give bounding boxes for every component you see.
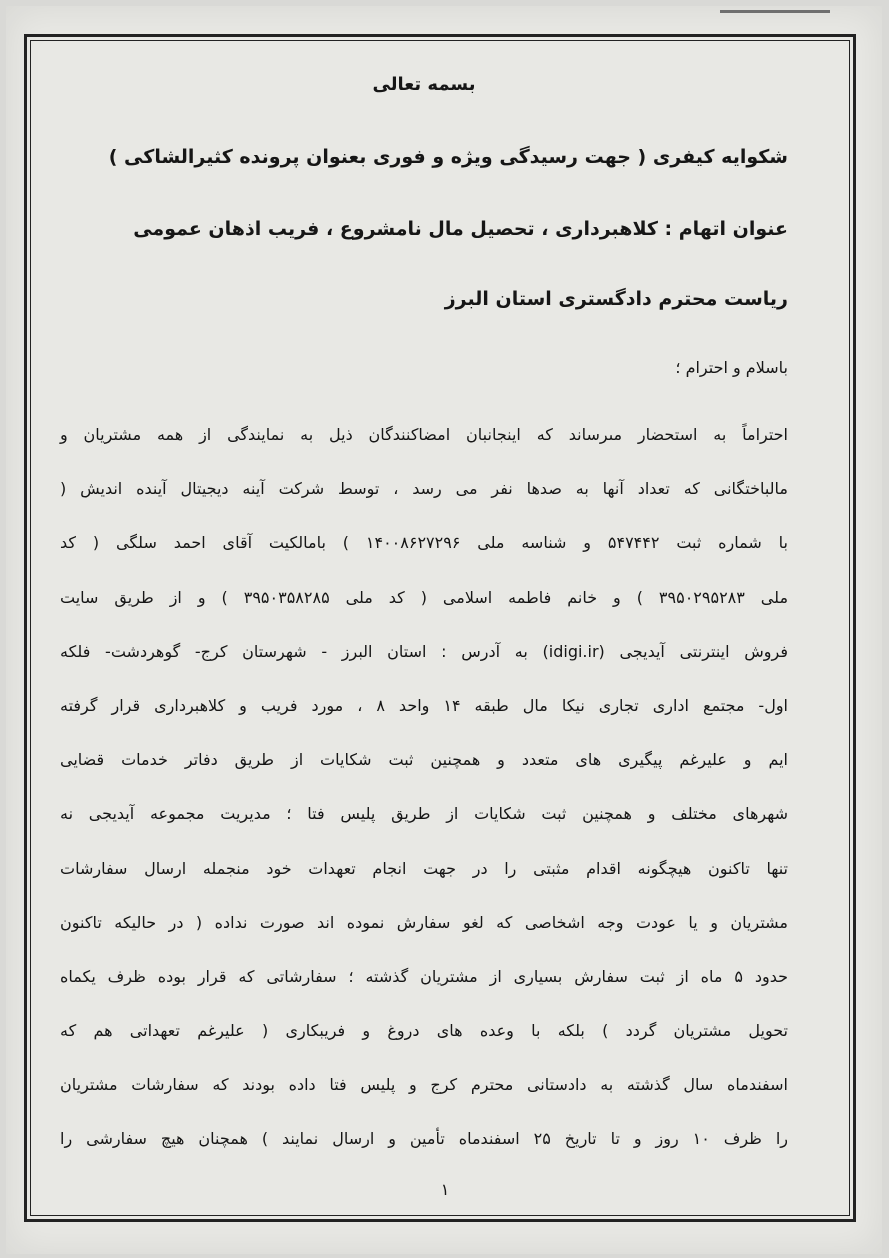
complaint-document xyxy=(60,60,788,1183)
body-line: شهرهای مختلف و همچنین ثبت شکایات از طریق پلیس فتا ؛ مدیریت مجموعه آیدیجی نه xyxy=(60,804,788,824)
greeting-line: باسلام و احترام ؛ xyxy=(675,358,788,377)
body-line: ایم و علیرغم پیگیری های متعدد و همچنین ثبت شکایات از طریق دفاتر خدمات قضایی xyxy=(60,750,788,770)
body-line: را ظرف ۱۰ روز و تا تاریخ ۲۵ اسفندماه تأمین و ارسال نمایند ) همچنان هیچ سفارشی را xyxy=(60,1129,789,1149)
body-paragraph xyxy=(60,424,788,1183)
body-line: با شماره ثبت ۵۴۷۴۴۲ و شناسه ملی ۱۴۰۰۸۶۲۷۲۹۶ ) بامالکیت آقای احمد سلگی ( کد xyxy=(60,533,788,553)
body-line: مشتریان و یا عودت وجه اشخاصی که لغو سفارش نموده اند صورت نداده ( در حالیکه تاکنون xyxy=(60,912,788,932)
body-line: فروش اینترنتی آیدیجی (idigi.ir) به آدرس : استان البرز - شهرستان کرج- گوهردشت- فلکه xyxy=(60,641,789,661)
page-number: ۱ xyxy=(440,1180,450,1199)
scan-edge-mark xyxy=(720,10,830,13)
document-heading: بسمه تعالی xyxy=(372,74,476,95)
body-line: اول- مجتمع اداری تجاری نیکا مال طبقه ۱۴ واحد ۸ ، مورد فریب و کلاهبرداری قرار گرفته xyxy=(60,695,788,715)
body-line: اسفندماه سال گذشته به دادستانی محترم کرج و پلیس فتا داده بودند که سفارشات مشتریان xyxy=(60,1075,788,1095)
body-line: تحویل مشتریان گردد ) بلکه با وعده های دروغ و فریبکاری ( علیرغم تعهداتی هم که xyxy=(60,1021,788,1041)
charge-line: عنوان اتهام : کلاهبرداری ، تحصیل مال نامشروع ، فریب اذهان عمومی xyxy=(133,218,788,240)
body-line: مالباختگانی که تعداد آنها به صدها نفر می رسد ، توسط شرکت آینه دیجیتال آینده اندیش ( xyxy=(60,479,788,499)
document-title: شکوایه کیفری ( جهت رسیدگی ویژه و فوری بعنوان پرونده کثیرالشاکی ) xyxy=(108,146,788,168)
body-line: احتراماً به استحضار مىرساند که اینجانبان امضاکنندگان ذیل به نمایندگی از همه مشتریان و xyxy=(60,425,788,444)
body-line: ملی ۳۹۵۰۲۹۵۲۸۳ ) و خانم فاطمه اسلامی ( کد ملی ۳۹۵۰۳۵۸۲۸۵ ) و از طریق سایت xyxy=(60,587,789,607)
addressee-line: ریاست محترم دادگستری استان البرز xyxy=(444,288,788,310)
body-line: تنها تاکنون هیچگونه اقدام مثبتی را در جهت انجام تعهدات خود منجمله ارسال سفارشات xyxy=(60,858,788,878)
body-line: حدود ۵ ماه از ثبت سفارش بسیاری از مشتریان گذشته ؛ سفارشاتی که قرار بوده ظرف یکماه xyxy=(60,966,788,986)
